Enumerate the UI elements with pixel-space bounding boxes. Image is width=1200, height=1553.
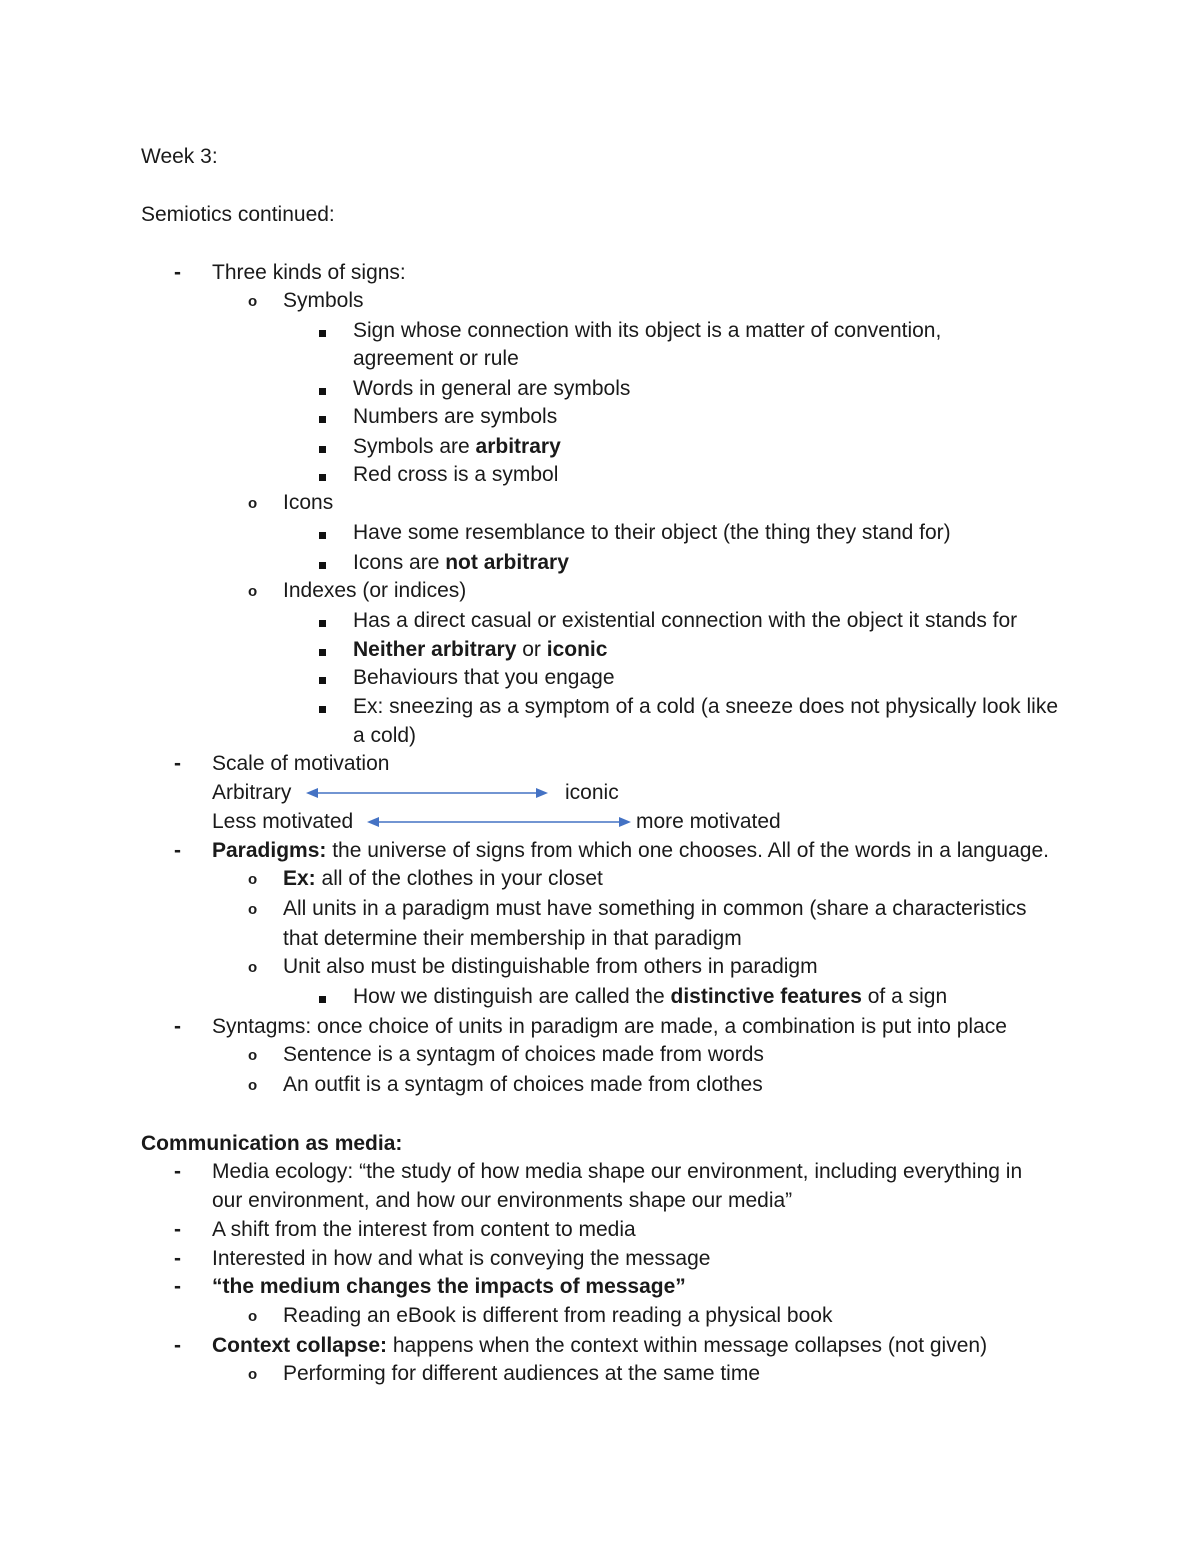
list-item: Interested in how and what is conveying the message [212, 1247, 711, 1270]
square-bullet [319, 551, 326, 575]
list-item: Reading an eBook is different from reading a physical book [283, 1304, 833, 1327]
double-arrow-icon [365, 813, 633, 831]
dash-bullet: - [174, 1247, 181, 1270]
list-item: Neither arbitrary or iconic [353, 638, 608, 661]
circle-bullet: o [248, 1077, 258, 1094]
list-item-three-kinds: Three kinds of signs: [212, 261, 406, 284]
square-bullet [319, 609, 326, 633]
list-item: An outfit is a syntagm of choices made from clothes [283, 1073, 763, 1096]
bold-term: not arbitrary [445, 551, 569, 574]
list-item: Sign whose connection with its object is a matter of convention, [353, 319, 942, 342]
scale-label-iconic: iconic [565, 781, 619, 804]
list-item: Symbols are arbitrary [353, 435, 561, 458]
square-bullet [319, 377, 326, 401]
list-item-continuation: a cold) [353, 724, 417, 747]
scale-label-more-motivated: more motivated [636, 810, 781, 833]
square-bullet [319, 638, 326, 662]
list-item: How we distinguish are called the distinctive features of a sign [353, 985, 948, 1008]
section-heading-communication: Communication as media: [141, 1132, 403, 1155]
list-item: Sentence is a syntagm of choices made from words [283, 1043, 764, 1066]
list-item: Red cross is a symbol [353, 463, 559, 486]
dash-bullet: - [174, 839, 181, 862]
square-bullet [319, 319, 326, 343]
circle-bullet: o [248, 495, 258, 512]
list-item-continuation: agreement or rule [353, 347, 519, 370]
circle-bullet: o [248, 1366, 258, 1383]
list-item-context-collapse: Context collapse: happens when the context within message collapses (not given) [212, 1334, 988, 1357]
circle-bullet: o [248, 293, 258, 310]
scale-label-arbitrary: Arbitrary [212, 781, 292, 804]
list-item: Words in general are symbols [353, 377, 631, 400]
dash-bullet: - [174, 1275, 181, 1298]
list-item-continuation: our environment, and how our environments shape our media” [212, 1189, 793, 1212]
list-item-syntagms: Syntagms: once choice of units in paradigm are made, a combination is put into place [212, 1015, 1007, 1038]
circle-bullet: o [248, 583, 258, 600]
list-item: Performing for different audiences at the same time [283, 1362, 761, 1385]
double-arrow-icon [304, 784, 550, 802]
dash-bullet: - [174, 1218, 181, 1241]
section-heading-semiotics: Semiotics continued: [141, 203, 335, 226]
bold-term: Context collapse: [212, 1334, 388, 1357]
list-item: Behaviours that you engage [353, 666, 615, 689]
square-bullet [319, 521, 326, 545]
bold-term: Paradigms: [212, 839, 327, 862]
dash-bullet: - [174, 261, 181, 284]
bold-term: arbitrary [475, 435, 561, 458]
list-item: Ex: sneezing as a symptom of a cold (a sneeze does not physically look like [353, 695, 1059, 718]
circle-bullet: o [248, 871, 258, 888]
circle-bullet: o [248, 959, 258, 976]
list-item: Unit also must be distinguishable from others in paradigm [283, 955, 818, 978]
list-item-quote: “the medium changes the impacts of message” [212, 1275, 686, 1298]
list-item: A shift from the interest from content to media [212, 1218, 636, 1241]
list-item: All units in a paradigm must have something in common (share a characteristics [283, 897, 1027, 920]
circle-bullet: o [248, 901, 258, 918]
list-item-icons: Icons [283, 491, 334, 514]
list-item-continuation: that determine their membership in that paradigm [283, 927, 742, 950]
list-item-media-ecology: Media ecology: “the study of how media shape our environment, including everything in [212, 1160, 1023, 1183]
list-item: Icons are not arbitrary [353, 551, 569, 574]
dash-bullet: - [174, 1334, 181, 1357]
list-item-scale: Scale of motivation [212, 752, 390, 775]
square-bullet [319, 435, 326, 459]
list-item: Numbers are symbols [353, 405, 558, 428]
square-bullet [319, 695, 326, 719]
dash-bullet: - [174, 752, 181, 775]
list-item-indexes: Indexes (or indices) [283, 579, 467, 602]
square-bullet [319, 985, 326, 1009]
page-title: Week 3: [141, 145, 218, 168]
dash-bullet: - [174, 1015, 181, 1038]
dash-bullet: - [174, 1160, 181, 1183]
list-item-symbols: Symbols [283, 289, 364, 312]
list-item-paradigms: Paradigms: the universe of signs from which one chooses. All of the words in a language. [212, 839, 1049, 862]
list-item: Has a direct casual or existential connection with the object it stands for [353, 609, 1018, 632]
circle-bullet: o [248, 1308, 258, 1325]
circle-bullet: o [248, 1047, 258, 1064]
square-bullet [319, 405, 326, 429]
list-item: Have some resemblance to their object (the thing they stand for) [353, 521, 951, 544]
square-bullet [319, 666, 326, 690]
square-bullet [319, 463, 326, 487]
list-item: Ex: all of the clothes in your closet [283, 867, 603, 890]
scale-label-less-motivated: Less motivated [212, 810, 354, 833]
